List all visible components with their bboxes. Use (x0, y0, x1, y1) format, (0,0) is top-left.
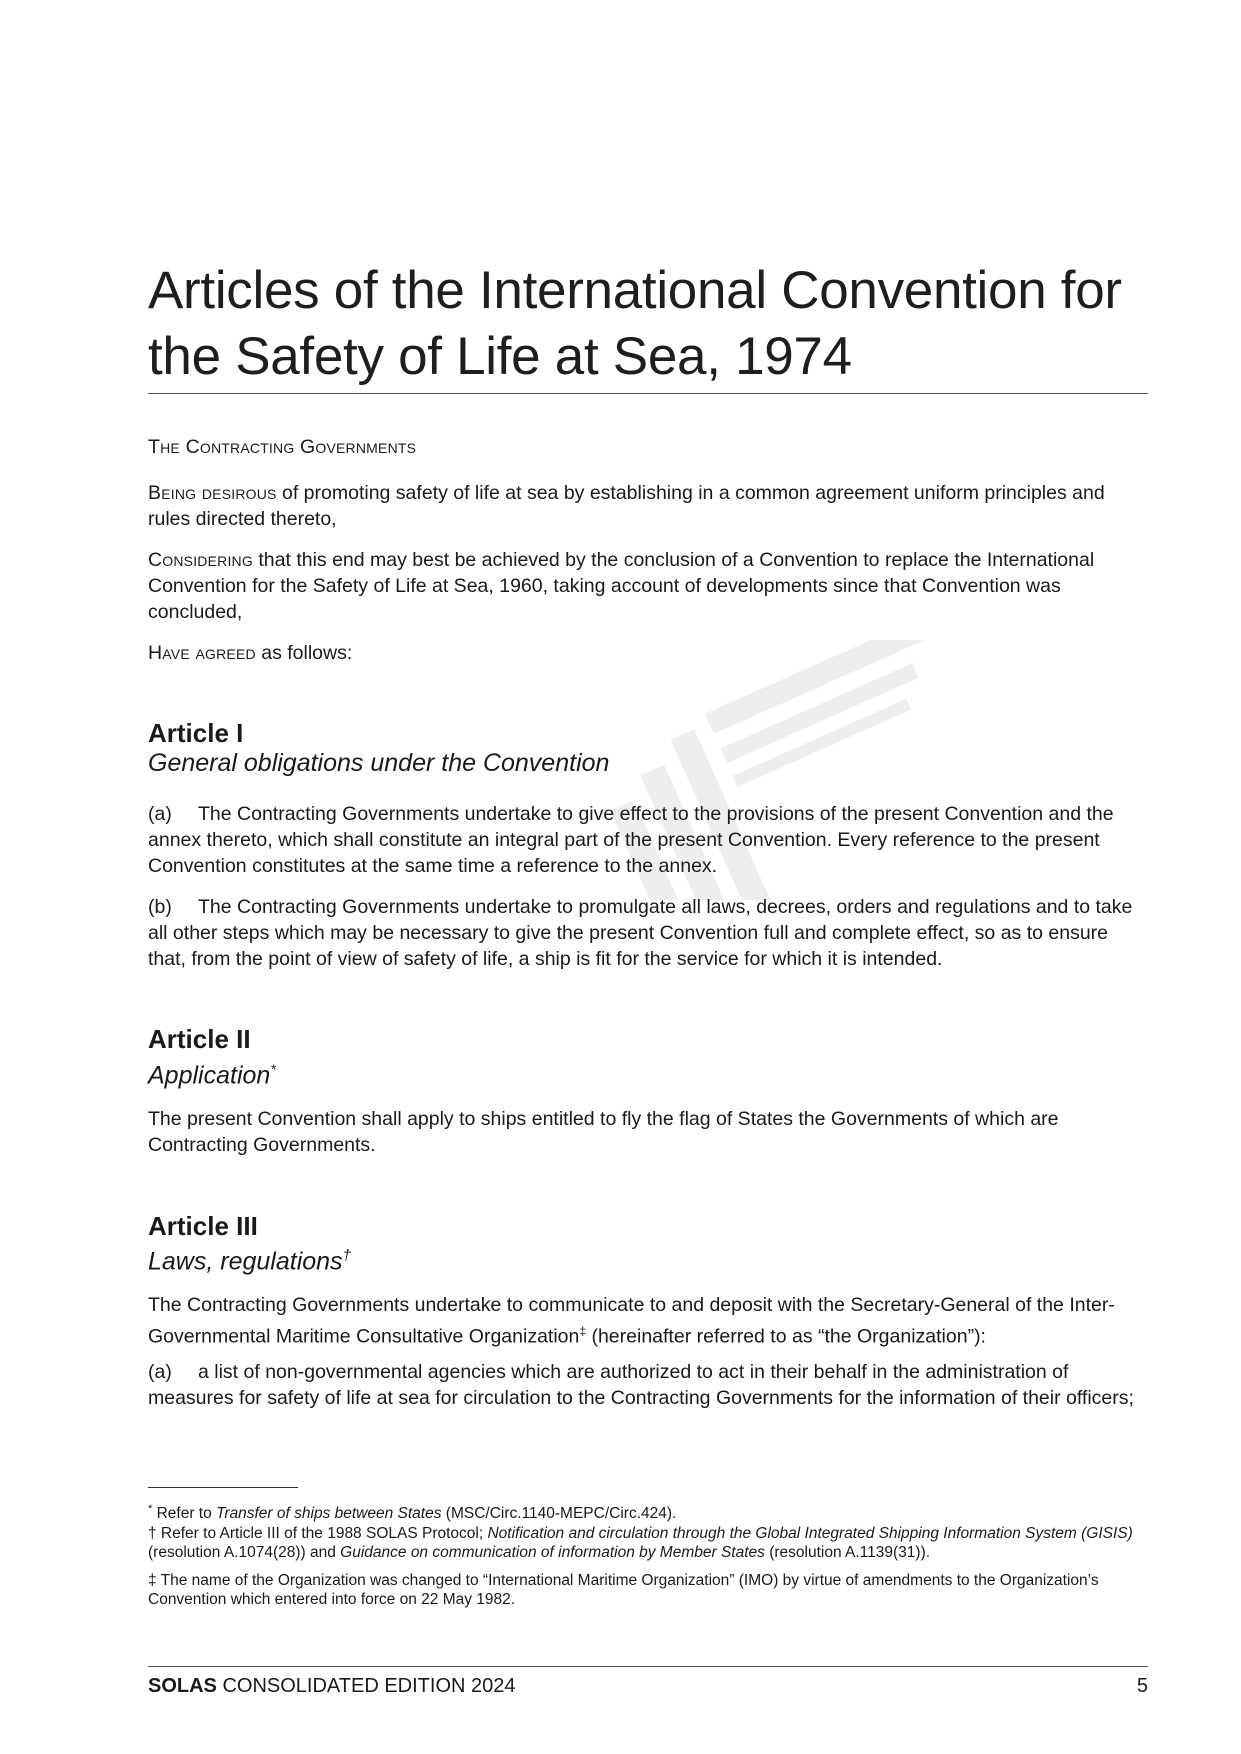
footer-edition-text: CONSOLIDATED EDITION 2024 (216, 1675, 516, 1697)
footnote-text: (resolution A.1139(31)). (764, 1544, 931, 1561)
footnote-text: Refer to (152, 1505, 217, 1523)
footnote-marker: * (148, 1503, 153, 1515)
desirous-lead: Being desirous (148, 482, 277, 504)
footnote-title: Transfer of ships between States (216, 1505, 442, 1523)
para-text: The Contracting Governments undertake to promulgate all laws, decrees, orders and regulations and to take all other steps which may be necessary to give the present Convention full and complete effect, so as to ensure that, from the point of view of safety of life, a ship is fit for the service for which it is intended. (148, 896, 1133, 970)
article-1-para-a (148, 801, 1148, 879)
footnote-marker: ‡ (148, 1572, 157, 1589)
footnote-text: The name of the Organization was changed to “International Maritime Organization” (IMO) by virtue of amendments to the Organization’s Convention which entered into force on 22 May 1982. (148, 1572, 1099, 1608)
article-3-subtitle (148, 1241, 351, 1276)
para-label: (a) (148, 803, 172, 825)
footnote-text: Refer to Article III of the 1988 SOLAS Protocol; (156, 1525, 488, 1542)
footnote-title: Guidance on communication of information by Member States (340, 1544, 765, 1561)
article-1-para-b (148, 894, 1148, 972)
footnote-text: (MSC/Circ.1140-MEPC/Circ.424). (441, 1505, 677, 1523)
article-3-heading: Article III (148, 1211, 258, 1241)
preamble-agreed (148, 640, 1148, 666)
title-line-1: Articles of the International Convention for (148, 261, 1122, 320)
title-divider (148, 393, 1148, 394)
article-1-subtitle: General obligations under the Convention (148, 749, 610, 777)
footnote-2 (148, 1524, 1148, 1562)
agreed-lead: Have agreed (148, 642, 256, 664)
article-1-heading: Article I (148, 718, 244, 748)
agreed-text: as follows: (255, 642, 353, 664)
footnote-3 (148, 1571, 1148, 1609)
article-2-subtitle (148, 1054, 276, 1090)
footnote-marker: † (342, 1247, 351, 1264)
preamble-heading: The Contracting Governments (148, 436, 417, 458)
footnote-divider (148, 1487, 298, 1488)
article-2-heading: Article II (148, 1024, 251, 1054)
para-label: (b) (148, 896, 172, 918)
preamble-desirous (148, 480, 1148, 532)
article-3-para-a (148, 1359, 1148, 1411)
footnote-text: (resolution A.1074(28)) and (148, 1544, 341, 1561)
preamble-considering (148, 547, 1148, 625)
page-number: 5 (1136, 1675, 1148, 1697)
intro-text-2: (hereinafter referred to as “the Organization”): (586, 1325, 986, 1348)
footer-edition (148, 1674, 516, 1698)
subtitle-text: Laws, regulations (148, 1247, 343, 1276)
footnote-title: Notification and circulation through the Global Integrated Shipping Information System (GISIS) (487, 1525, 1133, 1542)
para-label: (a) (148, 1361, 172, 1383)
footer-divider (148, 1666, 1148, 1667)
footnote-marker: † (148, 1525, 157, 1542)
title-line-2: the Safety of Life at Sea, 1974 (148, 327, 852, 386)
para-text: a list of non-governmental agencies which are authorized to act in their behalf in the administration of measures for safety of life at sea for circulation to the Contracting Governments for the information of their officers; (148, 1361, 1134, 1409)
footnote-marker: * (270, 1061, 276, 1077)
footnote-marker: ‡ (579, 1324, 587, 1338)
subtitle-text: Application (148, 1061, 271, 1090)
considering-lead: Considering (148, 549, 253, 571)
page-title (148, 258, 1148, 390)
article-2-text: The present Convention shall apply to ships entitled to fly the flag of States the Governments of which are Contracting Governments. (148, 1108, 1059, 1156)
article-3-intro (148, 1292, 1148, 1350)
desirous-text: of promoting safety of life at sea by establishing in a common agreement uniform principles and rules directed thereto, (148, 482, 1105, 530)
footnote-1 (148, 1500, 1148, 1523)
para-text: The Contracting Governments undertake to give effect to the provisions of the present Convention and the annex thereto, which shall constitute an integral part of the present Convention. Every reference to the present Convention constitutes at the same time a reference to the annex. (148, 803, 1114, 877)
footer-brand: SOLAS (148, 1675, 217, 1697)
intro-text: The Contracting Governments undertake to communicate to and deposit with the Secretary-General of the Inter-Governmental Maritime Consultative Organization (148, 1294, 1115, 1348)
considering-text: that this end may best be achieved by the conclusion of a Convention to replace the International Convention for the Safety of Life at Sea, 1960, taking account of developments since that Convention was concluded, (148, 549, 1095, 623)
